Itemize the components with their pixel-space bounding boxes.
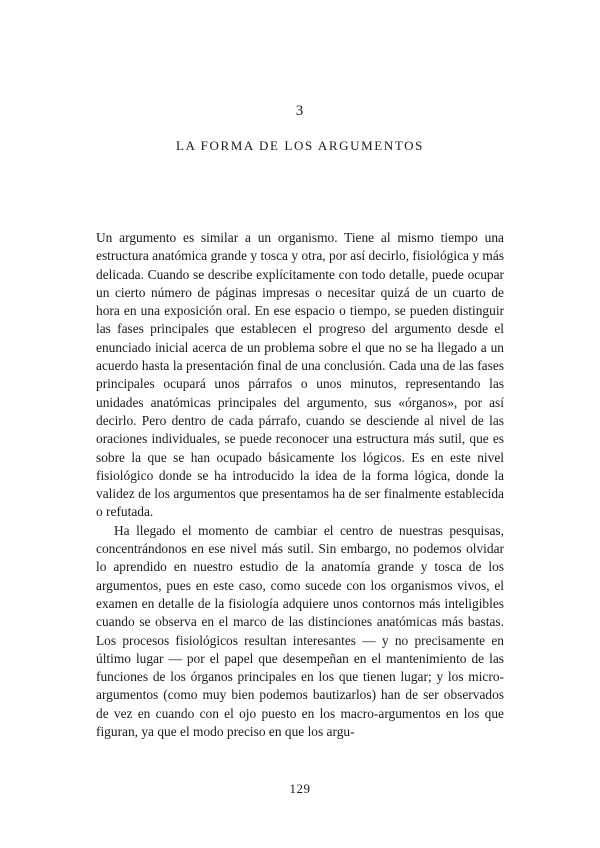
- paragraph-1: Un argumento es similar a un organismo. Tiene al mismo tiempo una estructura anatómica grande y tosca y otra, por así decirlo, fisiológica y más delicada. Cuando se describe explícitamente con todo detalle, puede ocupar un cierto número de páginas impresas o necesitar quizá de un cuarto de hora en una exposición oral. En ese espacio o tiempo, se pueden distinguir las fases principales que establecen el progreso del argumento desde el enunciado inicial acerca de un problema sobre el que no se ha llegado a un acuerdo hasta la presentación final de una conclusión. Cada una de las fases principales ocupará unos párrafos o unos minutos, representando las unidades anatómicas principales del argumento, sus «órganos», por así decirlo. Pero dentro de cada párrafo, cuando se desciende al nivel de las oraciones individuales, se puede reconocer una estructura más sutil, que es sobre la que se han ocupado básicamente los lógicos. Es en este nivel fisiológico donde se ha introducido la idea de la forma lógica, donde la validez de los argumentos que presentamos ha de ser finalmente establecida o refutada.: [96, 230, 504, 520]
- chapter-body: [96, 229, 504, 741]
- chapter-number: 3: [295, 103, 305, 119]
- page-number: 129: [289, 781, 311, 796]
- chapter-title: LA FORMA DE LOS ARGUMENTOS: [176, 138, 424, 153]
- paragraph-2: Ha llegado el momento de cambiar el centro de nuestras pesquisas, concentrándonos en ese nivel más sutil. Sin embargo, no podemos olvidar lo aprendido en nuestro estudio de la anatomía grande y tosca de los argumentos, pues en este caso, como sucede con los organismos vivos, el examen en detalle de la fisiología adquiere unos contornos más inteligibles cuando se observa en el marco de las distinciones anatómicas más bastas. Los procesos fisiológicos resultan interesantes — y no precisamente en último lugar — por el papel que desempeñan en el mantenimiento de las funciones de los órganos principales en los que tienen lugar; y los micro-argumentos (como muy bien podemos bautizarlos) han de ser observados de vez en cuando con el ojo puesto en los macro-argumentos en los que figuran, ya que el modo preciso en que los argu-: [96, 522, 504, 740]
